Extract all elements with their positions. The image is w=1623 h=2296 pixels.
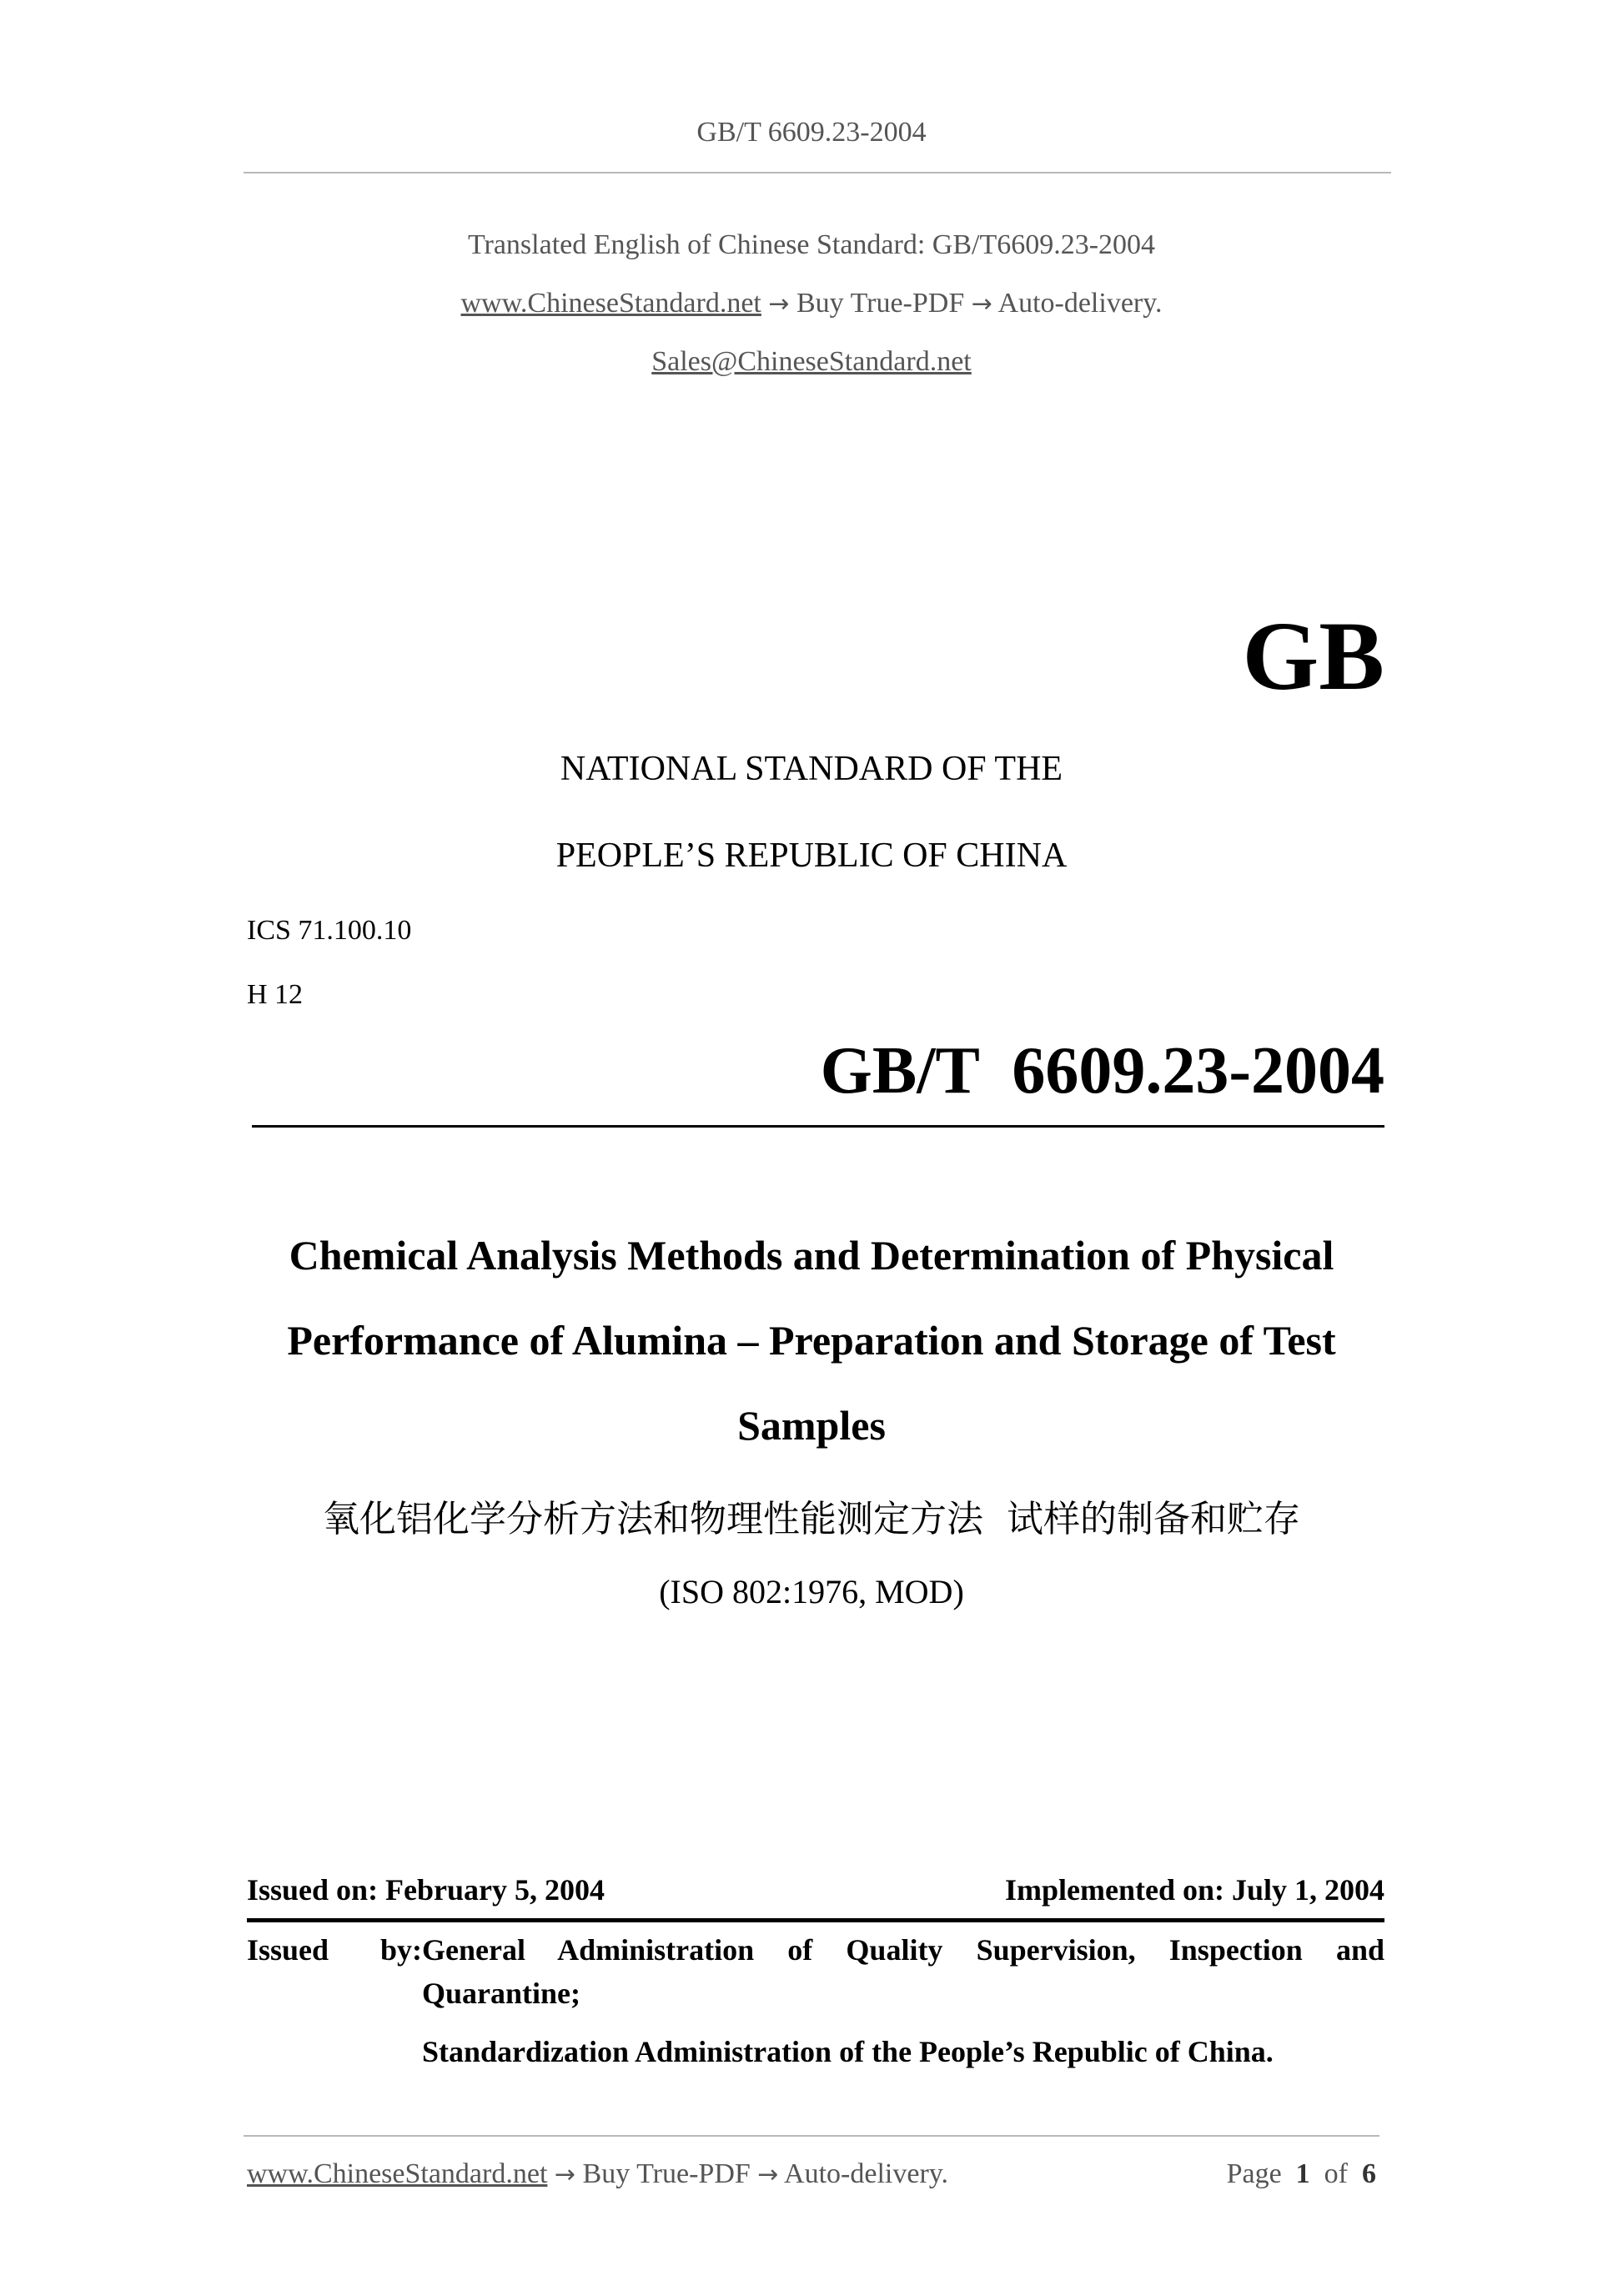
translated-notice: Translated English of Chinese Standard: GB/T6609.23-2004	[467, 229, 1156, 260]
issuing-agency-1: General Administration of Quality Supervision, Inspection and Quarantine;	[422, 1933, 1384, 2010]
issued-by-block	[247, 1928, 1384, 2073]
page-indicator	[1227, 2158, 1376, 2190]
page-label: Page	[1226, 2158, 1282, 2189]
header-divider	[244, 172, 1391, 173]
footer-buy-line	[247, 2158, 948, 2190]
footer-buy-true-pdf-text: Buy True-PDF	[582, 2158, 751, 2189]
iso-reference: (ISO 802:1976, MOD)	[659, 1573, 964, 1610]
standard-number: GB/T 6609.23-2004	[820, 1034, 1384, 1108]
ics-code: ICS 71.100.10	[247, 915, 412, 946]
page-total: 6	[1362, 2158, 1376, 2189]
arrow-right-icon: →	[971, 289, 992, 319]
sales-email-link[interactable]: Sales@ChineseStandard.net	[651, 346, 972, 377]
page-current: 1	[1295, 2158, 1310, 2189]
footer-auto-delivery-text: Auto-delivery.	[784, 2158, 949, 2189]
sales-line	[0, 346, 1623, 378]
dates-divider	[247, 1918, 1384, 1922]
footer-site-link[interactable]: www.ChineseStandard.net	[247, 2158, 548, 2189]
national-standard-line-2: PEOPLE’S REPUBLIC OF CHINA	[555, 837, 1068, 875]
arrow-right-icon: →	[757, 2160, 779, 2189]
issued-on-date: Issued on: February 5, 2004	[247, 1873, 605, 1907]
arrow-right-icon: →	[768, 289, 790, 319]
implemented-on-date: Implemented on: July 1, 2004	[1004, 1873, 1384, 1907]
national-standard-line-1: NATIONAL STANDARD OF THE	[560, 750, 1063, 788]
document-title-line-3: Samples	[737, 1402, 886, 1449]
arrow-right-icon: →	[554, 2160, 576, 2189]
issued-by-label: Issued by:	[247, 1933, 422, 1967]
document-title-line-1: Chemical Analysis Methods and Determination of Physical	[289, 1232, 1334, 1279]
gb-logo: GB	[1242, 601, 1384, 711]
page-of: of	[1324, 2158, 1348, 2189]
issued-by-row	[247, 1928, 1384, 2015]
auto-delivery-text: Auto-delivery.	[997, 288, 1163, 319]
document-title-line-2: Performance of Alumina – Preparation and Storage of Test	[287, 1317, 1336, 1364]
document-title-chinese: 氧化铝化学分析方法和物理性能测定方法 试样的制备和贮存	[323, 1498, 1300, 1540]
standard-number-divider	[252, 1125, 1384, 1128]
ccs-code: H 12	[247, 979, 304, 1010]
header-site-link[interactable]: www.ChineseStandard.net	[460, 288, 761, 319]
issuing-agency-2: Standardization Administration of the People’s Republic of China.	[422, 2035, 1274, 2068]
buy-line	[0, 288, 1623, 319]
buy-true-pdf-text: Buy True-PDF	[796, 288, 965, 319]
running-header-title: GB/T 6609.23-2004	[696, 117, 927, 148]
footer-divider	[244, 2135, 1379, 2137]
